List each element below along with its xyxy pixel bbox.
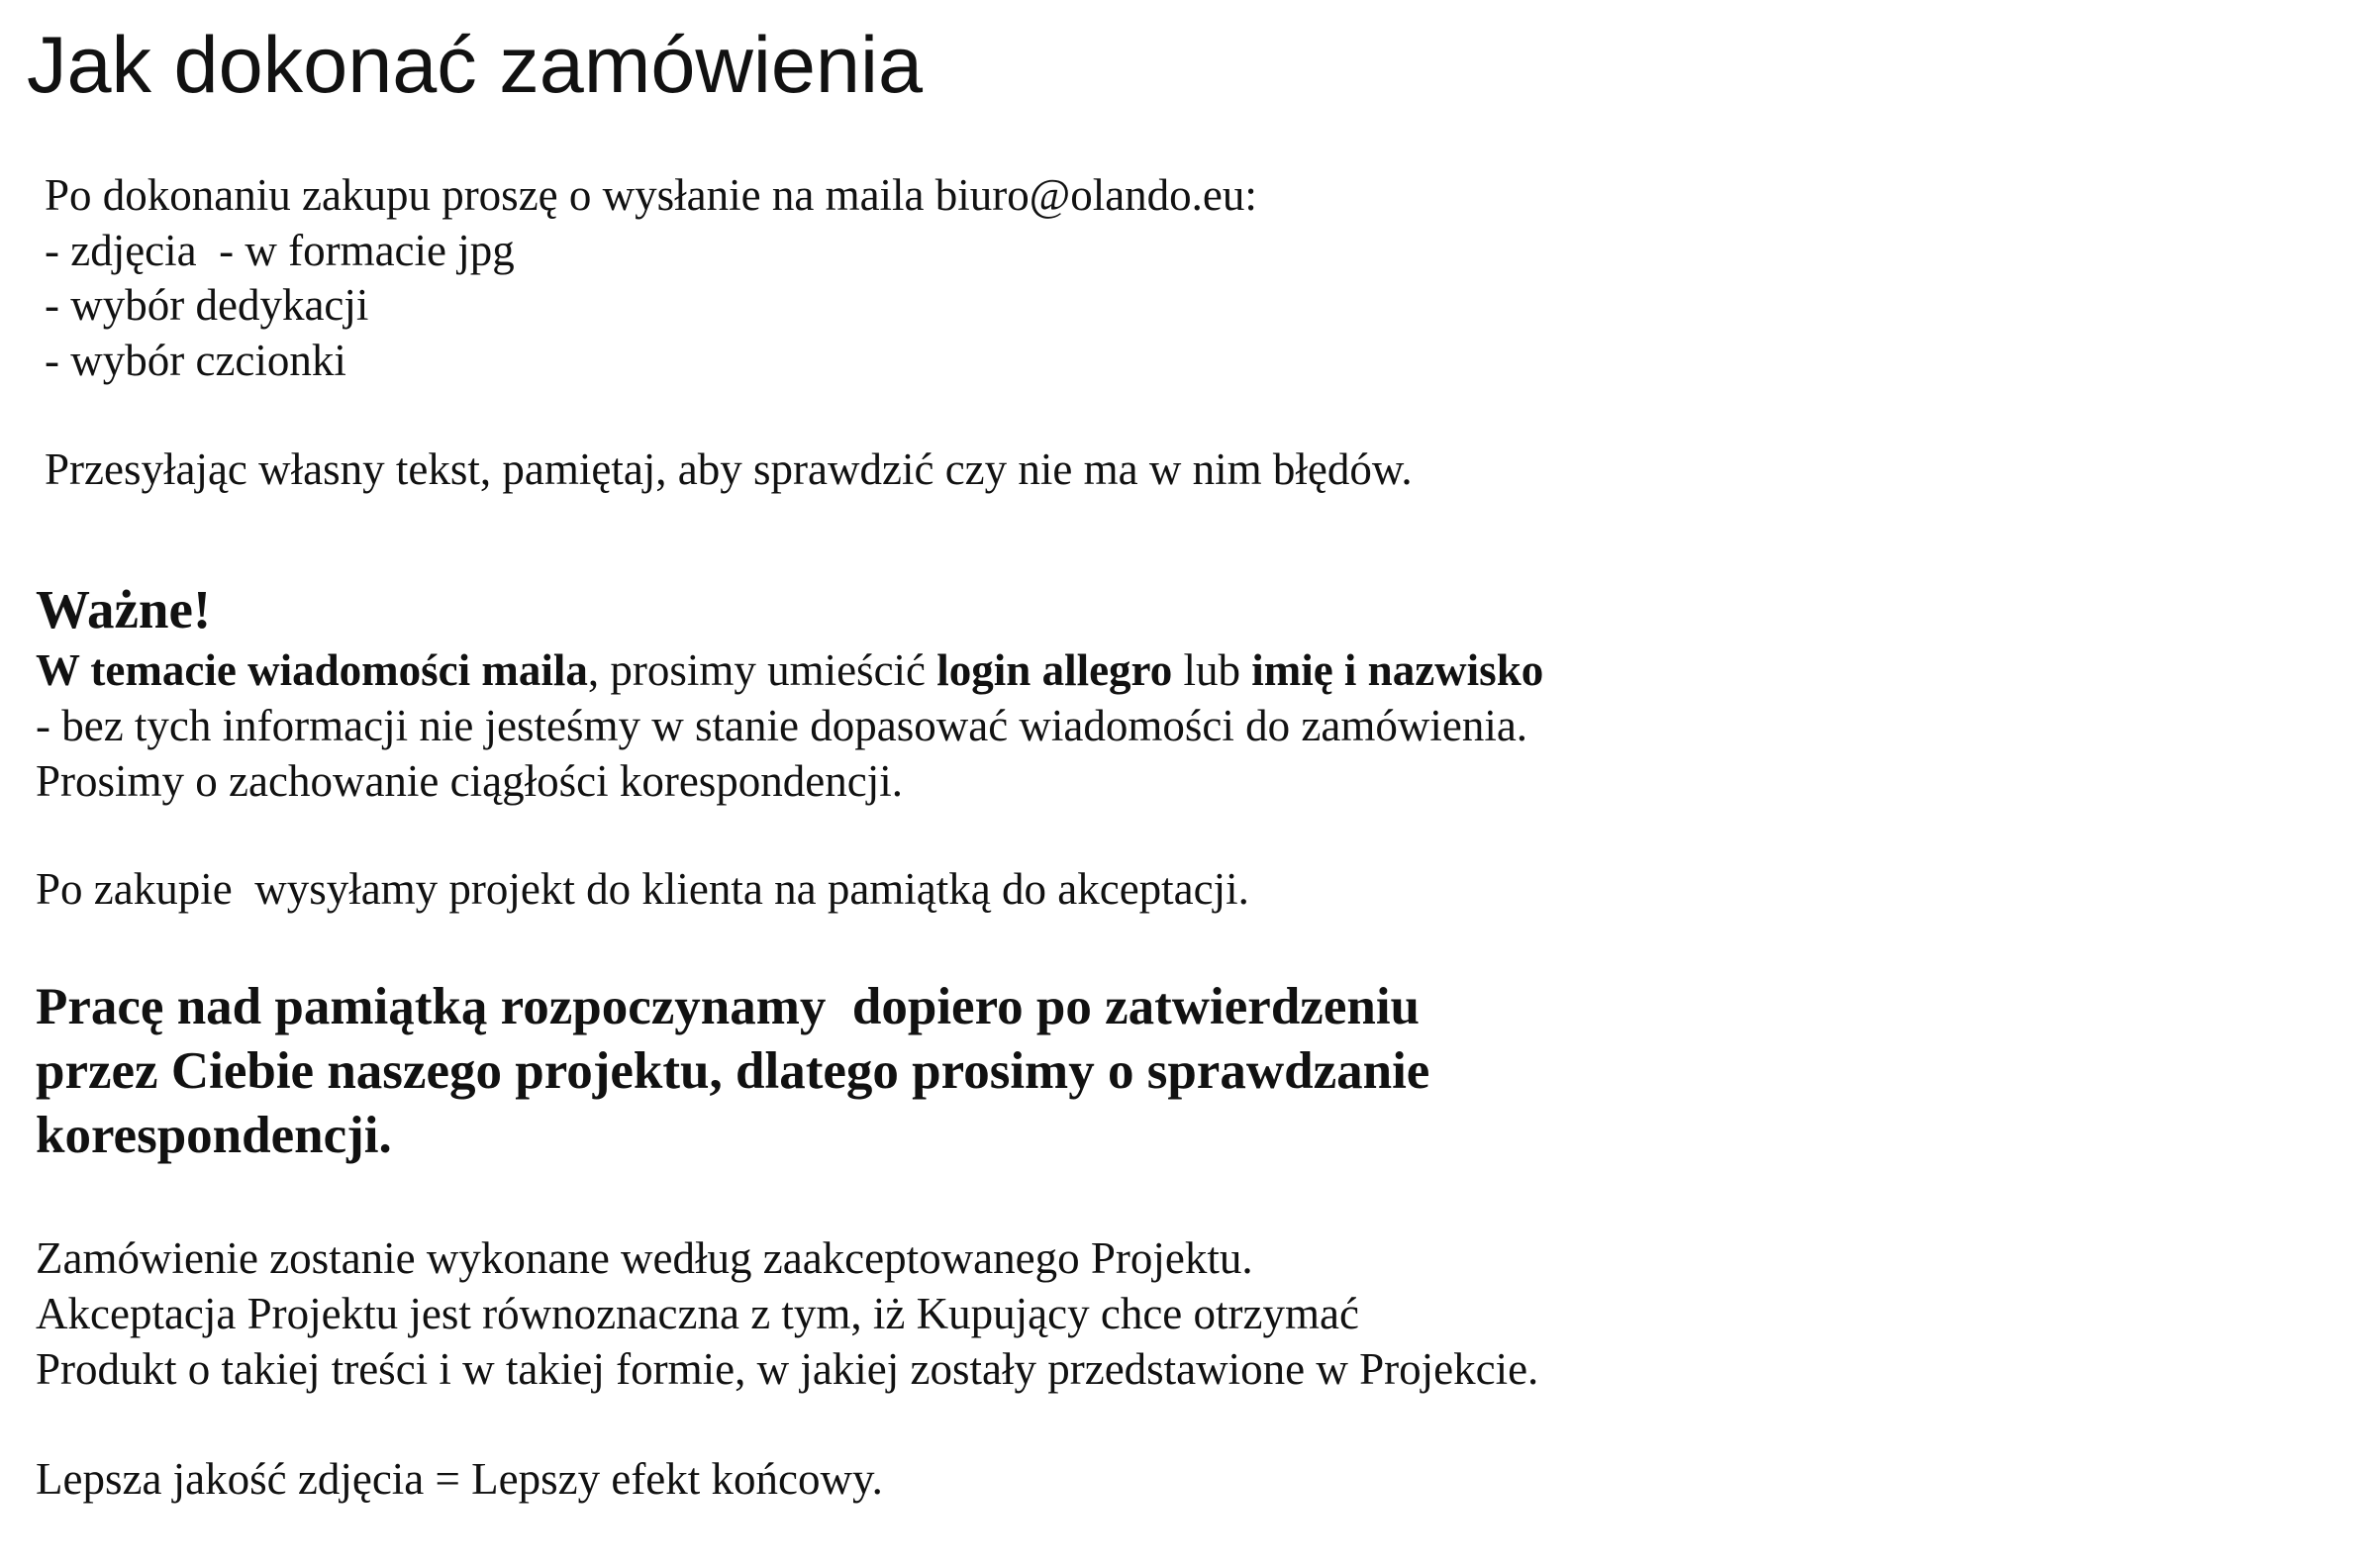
work-notice-section xyxy=(36,975,2015,1168)
email-subject-text: , prosimy umieścić xyxy=(587,645,937,695)
quality-note: Lepsza jakość zdjęcia = Lepszy efekt końcowy. xyxy=(36,1454,883,1504)
project-sent-text: Po zakupie wysyłamy projekt do klienta na pamiątką do akceptacji. xyxy=(36,864,1249,914)
list-item-font: - wybór czcionki xyxy=(45,335,346,385)
intro-section xyxy=(45,168,1727,498)
list-item-photos: - zdjęcia - w formacie jpg xyxy=(45,225,515,275)
intro-line: Po dokonaniu zakupu proszę o wysłanie na maila biuro@olando.eu: xyxy=(45,170,1257,220)
email-subject-emphasis: W temacie wiadomości maila xyxy=(36,645,588,695)
continuity-request: Prosimy o zachowanie ciągłości korespondencji. xyxy=(36,756,904,806)
proofread-note: Przesyłając własny tekst, pamiętaj, aby sprawdzić czy nie ma w nim błędów. xyxy=(45,444,1413,494)
work-notice-line: korespondencji. xyxy=(36,1107,392,1164)
page-title: Jak dokonać zamówienia xyxy=(27,21,924,110)
login-emphasis: login allegro xyxy=(936,645,1173,695)
important-section xyxy=(36,577,2015,809)
list-item-dedication: - wybór dedykacji xyxy=(45,280,369,330)
spacer xyxy=(45,388,1727,442)
work-notice-line: przez Ciebie naszego projektu, dlatego prosimy o sprawdzanie xyxy=(36,1042,1430,1100)
email-subject-line xyxy=(36,642,2015,698)
or-text: lub xyxy=(1172,645,1252,695)
matching-warning: - bez tych informacji nie jesteśmy w stanie dopasować wiadomości do zamówienia. xyxy=(36,701,1528,750)
acceptance-line: Akceptacja Projektu jest równoznaczna z tym, iż Kupujący chce otrzymać xyxy=(36,1289,1359,1338)
acceptance-line: Zamówienie zostanie wykonane według zaakceptowanego Projektu. xyxy=(36,1233,1253,1283)
work-notice-line: Pracę nad pamiątką rozpoczynamy dopiero po zatwierdzeniu xyxy=(36,978,1421,1035)
acceptance-line: Produkt o takiej treści i w takiej formie, w jakiej zostały przedstawione w Projekcie. xyxy=(36,1344,1539,1394)
name-emphasis: imię i nazwisko xyxy=(1251,645,1544,695)
important-heading: Ważne! xyxy=(36,579,212,639)
acceptance-section xyxy=(36,1230,2015,1397)
